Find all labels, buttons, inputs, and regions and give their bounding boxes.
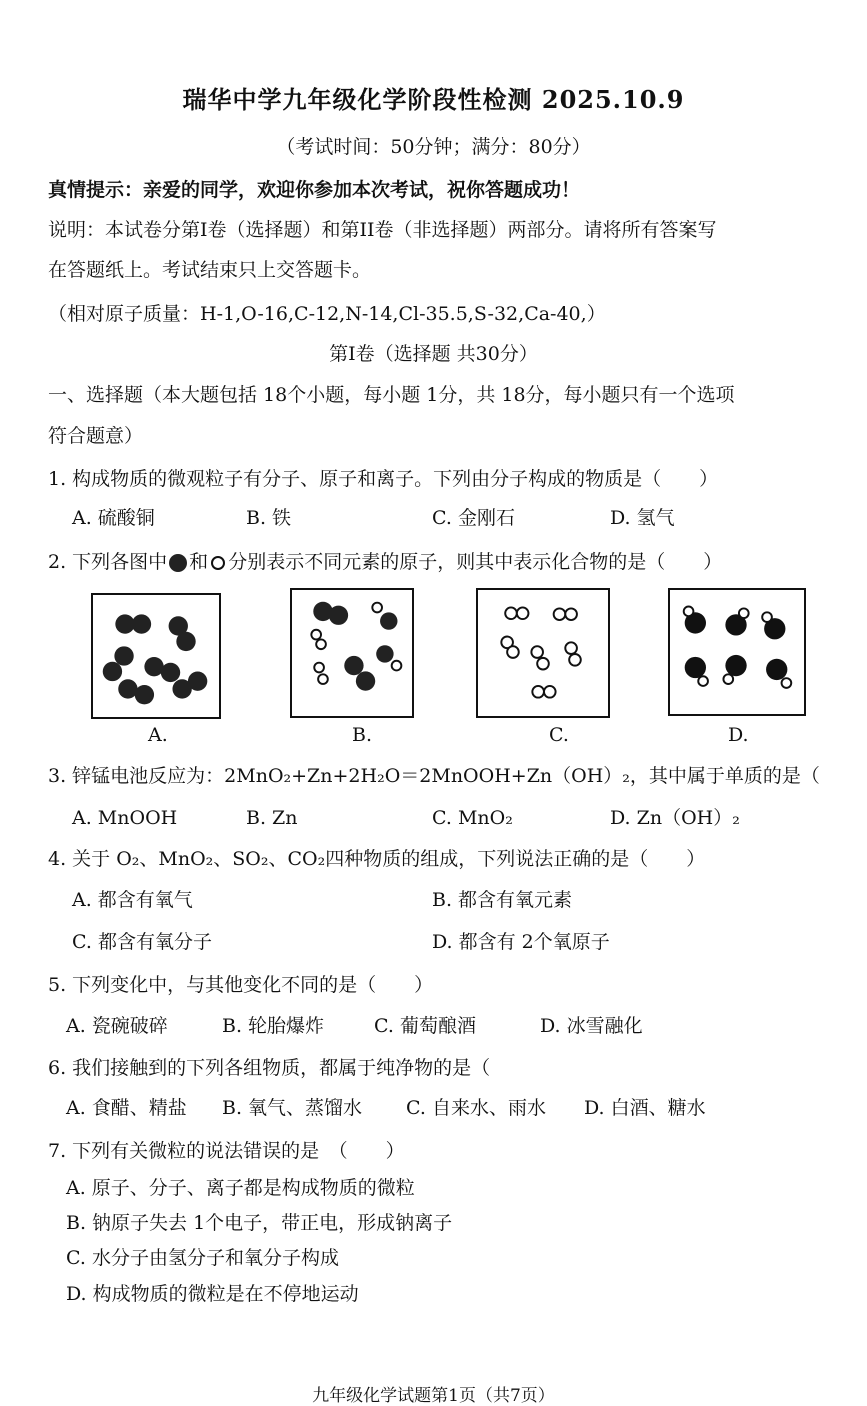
q5-option-b[interactable]: B. 轮胎爆炸 (222, 1015, 325, 1037)
q7-option-a[interactable]: A. 原子、分子、离子都是构成物质的微粒 (66, 1177, 415, 1199)
note-line-1: 说明：本试卷分第Ⅰ卷（选择题）和第II卷（非选择题）两部分。请将所有答案写 (48, 219, 717, 241)
question-3-stem: 3. 锌锰电池反应为：2MnO₂+Zn+2H₂O＝2MnOOH+Zn（OH）₂，其中属于单质的是（ (48, 765, 820, 787)
dark-atom-icon (167, 552, 189, 574)
atomic-mass-note: （相对原子质量：H-1,O-16,C-12,N-14,Cl-35.5,S-32,Ca-40,） (48, 303, 606, 325)
q3-option-a[interactable]: A. MnOOH (72, 807, 178, 829)
q3-option-b[interactable]: B. Zn (246, 807, 298, 829)
q6-option-b[interactable]: B. 氧气、蒸馏水 (222, 1097, 363, 1119)
q6-option-c[interactable]: C. 自来水、雨水 (406, 1097, 546, 1119)
section-intro-2: 符合题意） (48, 425, 144, 447)
q2-caption-a: A. (148, 724, 168, 746)
q5-option-c[interactable]: C. 葡萄酿酒 (374, 1015, 476, 1037)
question-5-stem: 5. 下列变化中，与其他变化不同的是（ ） (48, 974, 434, 996)
q2-caption-d: D. (728, 724, 749, 746)
page-footer: 九年级化学试题第1页（共7页） (312, 1386, 555, 1406)
note-line-2: 在答题纸上。考试结束只上交答题卡。 (48, 259, 372, 281)
q1-option-a[interactable]: A. 硫酸铜 (72, 507, 155, 529)
section-title: 第Ⅰ卷（选择题 共30分） (329, 343, 538, 365)
q1-option-d[interactable]: D. 氢气 (610, 507, 675, 529)
q2-stem-part-1: 2. 下列各图中 (48, 551, 168, 573)
q7-option-c[interactable]: C. 水分子由氢分子和氧分子构成 (66, 1247, 339, 1269)
q4-option-b[interactable]: B. 都含有氧元素 (432, 889, 573, 911)
q6-option-d[interactable]: D. 白酒、糖水 (584, 1097, 706, 1119)
q4-option-d[interactable]: D. 都含有 2个氧原子 (432, 931, 610, 953)
page-title: 瑞华中学九年级化学阶段性检测 2025.10.9 (182, 85, 685, 114)
light-atom-icon (208, 553, 228, 573)
q4-option-a[interactable]: A. 都含有氧气 (72, 889, 193, 911)
q2-stem-part-2: 和 (189, 551, 209, 573)
q2-figure-c[interactable] (476, 588, 610, 718)
q2-stem-part-3: 分别表示不同元素的原子，则其中表示化合物的是（ ） (228, 551, 723, 573)
q3-option-d[interactable]: D. Zn（OH）₂ (610, 807, 740, 829)
q1-option-c[interactable]: C. 金刚石 (432, 507, 515, 529)
q4-option-c[interactable]: C. 都含有氧分子 (72, 931, 212, 953)
q2-caption-b: B. (352, 724, 373, 746)
question-4-stem: 4. 关于 O₂、MnO₂、SO₂、CO₂四种物质的组成，下列说法正确的是（ ） (48, 848, 706, 870)
question-2-stem (48, 550, 722, 574)
tip-text: 真情提示：亲爱的同学，欢迎你参加本次考试，祝你答题成功！ (48, 179, 581, 201)
q2-figure-a[interactable] (91, 593, 221, 719)
q7-option-b[interactable]: B. 钠原子失去 1个电子，带正电，形成钠离子 (66, 1212, 453, 1234)
q2-figure-b[interactable] (290, 588, 414, 718)
q5-option-d[interactable]: D. 冰雪融化 (540, 1015, 643, 1037)
q7-option-d[interactable]: D. 构成物质的微粒是在不停地运动 (66, 1283, 359, 1305)
question-1-stem: 1. 构成物质的微观粒子有分子、原子和离子。下列由分子构成的物质是（ ） (48, 468, 719, 490)
q1-option-b[interactable]: B. 铁 (246, 507, 292, 529)
question-6-stem: 6. 我们接触到的下列各组物质，都属于纯净物的是（ (48, 1057, 491, 1079)
q2-caption-c: C. (549, 724, 569, 746)
section-intro-1: 一、选择题（本大题包括 18个小题，每小题 1分，共 18分，每小题只有一个选项 (48, 384, 735, 406)
question-7-stem: 7. 下列有关微粒的说法错误的是 （ ） (48, 1140, 405, 1162)
q2-figure-d[interactable] (668, 588, 806, 716)
q5-option-a[interactable]: A. 瓷碗破碎 (66, 1015, 168, 1037)
q3-option-c[interactable]: C. MnO₂ (432, 807, 513, 829)
exam-info: （考试时间：50分钟；满分：80分） (276, 136, 591, 158)
q6-option-a[interactable]: A. 食醋、精盐 (66, 1097, 187, 1119)
